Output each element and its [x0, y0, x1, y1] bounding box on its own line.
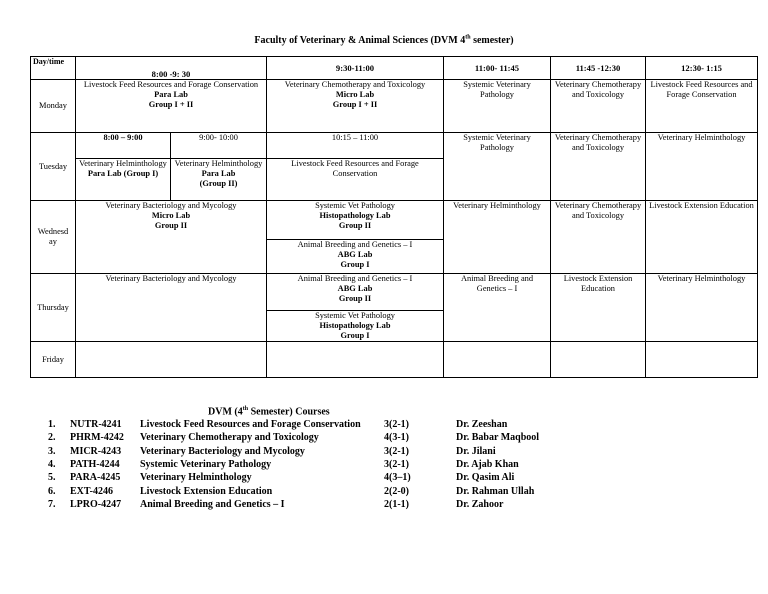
course-teacher: Dr. Zeeshan	[456, 419, 508, 431]
course-number: 6.	[48, 485, 56, 497]
course-credit: 4(3–1)	[384, 472, 411, 484]
course-name: Veterinary Bacteriology and Mycology	[140, 445, 305, 457]
course-code: EXT-4246	[70, 485, 113, 497]
tuesday-time-3: 10:15 – 11:00	[267, 133, 444, 159]
wednesday-slot-2b: Animal Breeding and Genetics – I ABG Lab Group I	[267, 240, 444, 274]
day-friday: Friday	[31, 342, 76, 378]
thursday-slot-3: Animal Breeding and Genetics – I	[444, 274, 551, 342]
course-credit: 2(1-1)	[384, 498, 409, 510]
course-code: LPRO-4247	[70, 498, 122, 510]
title-text: Faculty of Veterinary & Animal Sciences (DVM 4th semester)	[254, 35, 514, 47]
course-row	[48, 445, 539, 458]
header-slot-2: 9:30-11:00	[267, 57, 444, 80]
page-title	[0, 35, 768, 46]
course-code: PATH-4244	[70, 459, 120, 471]
thursday-slot-1: Veterinary Bacteriology and Mycology	[76, 274, 267, 342]
course-row	[48, 418, 539, 431]
courses-title: DVM (4th Semester) Courses	[208, 406, 330, 418]
monday-slot-5: Livestock Feed Resources and Forage Conservation	[646, 80, 758, 133]
day-monday: Monday	[31, 80, 76, 133]
tuesday-slot-3: Systemic Veterinary Pathology	[444, 133, 551, 201]
course-teacher: Dr. Zahoor	[456, 498, 504, 510]
course-name: Veterinary Chemotherapy and Toxicology	[140, 432, 319, 444]
course-row	[48, 498, 539, 511]
tuesday-class-1: Veterinary Helminthology Para Lab (Group I)	[76, 159, 171, 201]
header-slot-1: 8:00 -9: 30	[76, 57, 267, 80]
tuesday-slot-4: Veterinary Chemotherapy and Toxicology	[551, 133, 646, 201]
tuesday-time-1: 8:00 – 9:00	[76, 133, 171, 159]
course-name: Livestock Extension Education	[140, 485, 273, 497]
monday-slot-4: Veterinary Chemotherapy and Toxicology	[551, 80, 646, 133]
thursday-slot-5: Veterinary Helminthology	[646, 274, 758, 342]
header-slot-4: 11:45 -12:30	[551, 57, 646, 80]
monday-slot-2: Veterinary Chemotherapy and Toxicology Micro Lab Group I + II	[267, 80, 444, 133]
header-slot-3: 11:00- 11:45	[444, 57, 551, 80]
monday-slot-1: Livestock Feed Resources and Forage Conservation Para Lab Group I + II	[76, 80, 267, 133]
tuesday-slot-5: Veterinary Helminthology	[646, 133, 758, 201]
day-tuesday: Tuesday	[31, 133, 76, 201]
course-code: PHRM-4242	[70, 432, 124, 444]
course-number: 7.	[48, 498, 56, 510]
corner-cell: Day/time	[31, 57, 76, 80]
monday-slot-3: Systemic Veterinary Pathology	[444, 80, 551, 133]
course-name: Livestock Feed Resources and Forage Conservation	[140, 419, 361, 431]
tuesday-class-3: Livestock Feed Resources and Forage Conservation	[267, 159, 444, 201]
course-row	[48, 484, 539, 497]
course-number: 5.	[48, 472, 56, 484]
course-credit: 4(3-1)	[384, 432, 409, 444]
course-row	[48, 471, 539, 484]
friday-slot-1	[76, 342, 267, 378]
wednesday-slot-5: Livestock Extension Education	[646, 201, 758, 274]
course-row	[48, 431, 539, 444]
course-name: Systemic Veterinary Pathology	[140, 459, 272, 471]
course-code: MICR-4243	[70, 445, 122, 457]
course-row	[48, 458, 539, 471]
day-thursday: Thursday	[31, 274, 76, 342]
day-wednesday: Wednesd ay	[31, 201, 76, 274]
friday-slot-3	[444, 342, 551, 378]
course-teacher: Dr. Jilani	[456, 445, 496, 457]
friday-slot-5	[646, 342, 758, 378]
friday-slot-2	[267, 342, 444, 378]
course-number: 3.	[48, 445, 56, 457]
thursday-slot-2a: Animal Breeding and Genetics – I ABG Lab Group II	[267, 274, 444, 311]
wednesday-slot-3: Veterinary Helminthology	[444, 201, 551, 274]
course-credit: 3(2-1)	[384, 419, 409, 431]
course-number: 1.	[48, 419, 56, 431]
wednesday-slot-4: Veterinary Chemotherapy and Toxicology	[551, 201, 646, 274]
course-teacher: Dr. Ajab Khan	[456, 459, 519, 471]
course-credit: 3(2-1)	[384, 459, 409, 471]
course-code: NUTR-4241	[70, 419, 122, 431]
tuesday-class-2: Veterinary Helminthology Para Lab (Group II)	[171, 159, 267, 201]
course-name: Animal Breeding and Genetics – I	[140, 498, 285, 510]
course-teacher: Dr. Babar Maqbool	[456, 432, 540, 444]
course-credit: 2(2-0)	[384, 485, 409, 497]
courses-list	[48, 418, 539, 511]
wednesday-slot-2a: Systemic Vet Pathology Histopathology Lab Group II	[267, 201, 444, 240]
timetable	[30, 56, 758, 378]
course-code: PARA-4245	[70, 472, 121, 484]
course-number: 4.	[48, 459, 56, 471]
header-slot-5: 12:30- 1:15	[646, 57, 758, 80]
course-teacher: Dr. Rahman Ullah	[456, 485, 535, 497]
tuesday-time-2: 9:00- 10:00	[171, 133, 267, 159]
wednesday-slot-1: Veterinary Bacteriology and Mycology Micro Lab Group II	[76, 201, 267, 274]
thursday-slot-4: Livestock Extension Education	[551, 274, 646, 342]
course-number: 2.	[48, 432, 56, 444]
course-credit: 3(2-1)	[384, 445, 409, 457]
course-name: Veterinary Helminthology	[140, 472, 252, 484]
thursday-slot-2b: Systemic Vet Pathology Histopathology Lab Group I	[267, 311, 444, 342]
friday-slot-4	[551, 342, 646, 378]
course-teacher: Dr. Qasim Ali	[456, 472, 515, 484]
